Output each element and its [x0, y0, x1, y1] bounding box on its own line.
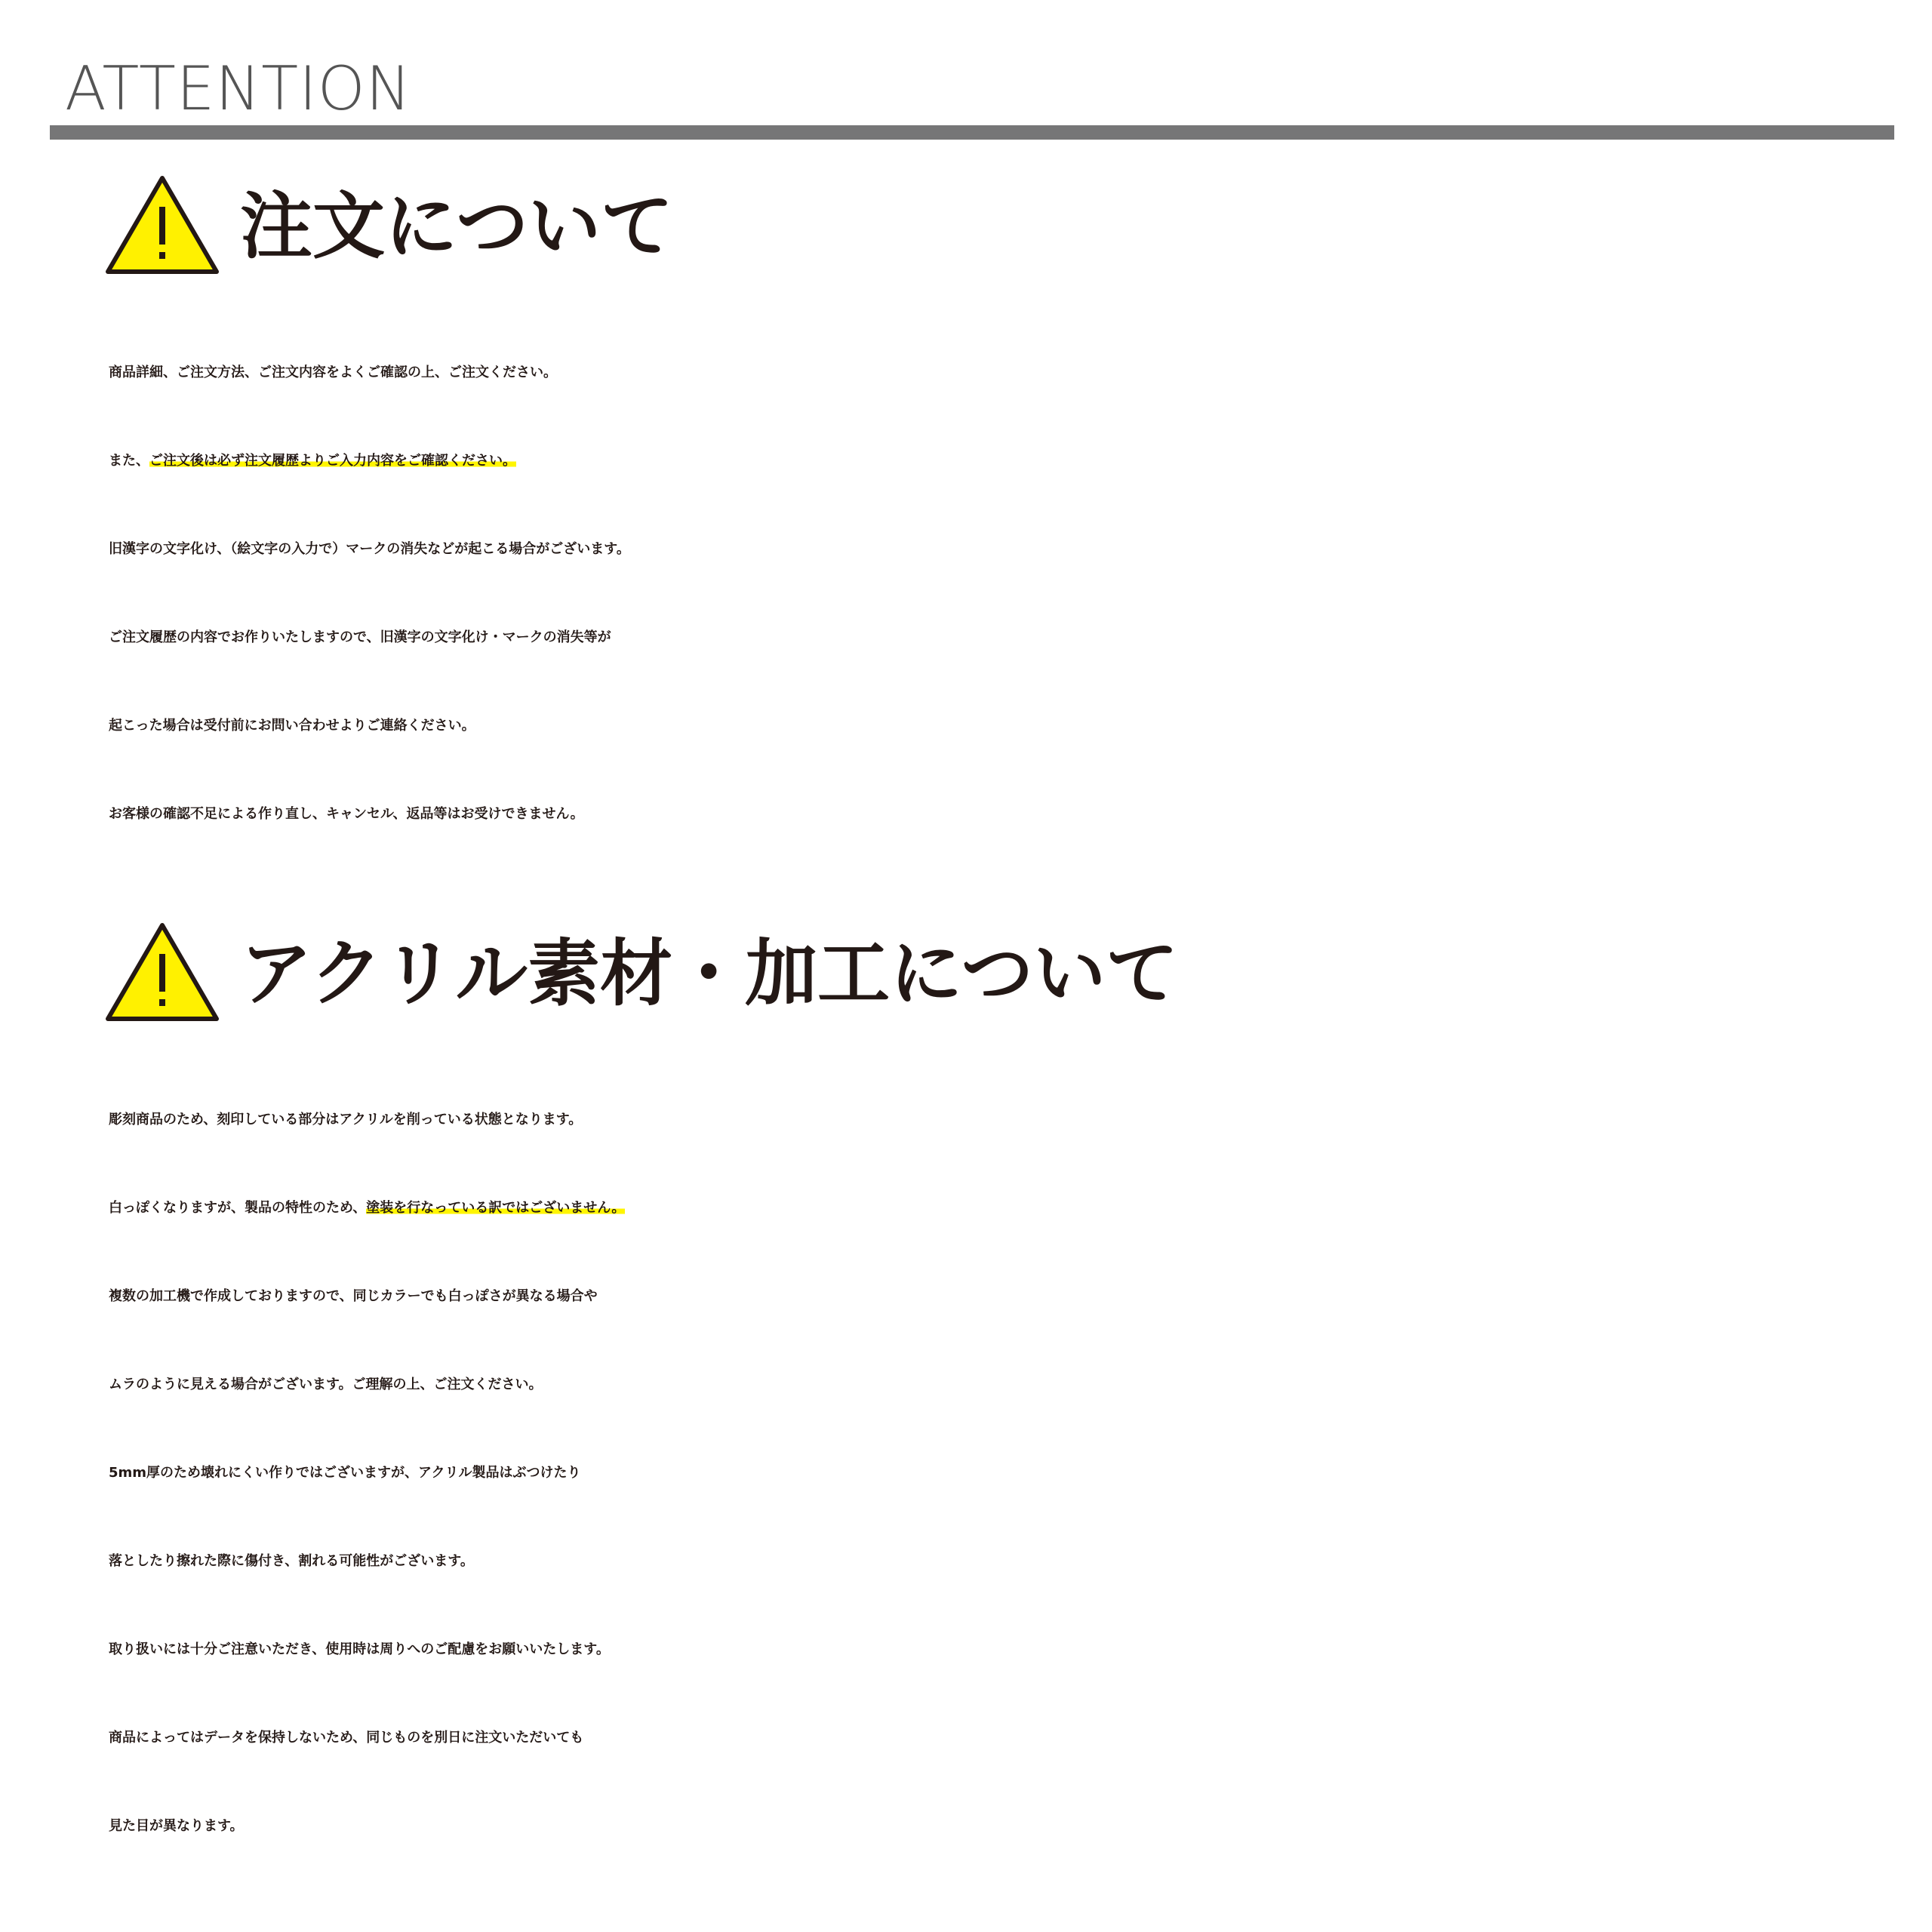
line-text: 白っぽくなりますが、製品の特性のため、: [109, 1200, 367, 1216]
line-text: 見た目が異なります。: [109, 1818, 244, 1834]
line-text: 落としたり擦れた際に傷付き、割れる可能性がございます。: [109, 1553, 474, 1569]
text-line: [109, 1252, 1920, 1340]
section-heading: [104, 174, 1840, 279]
text-line: [109, 681, 1920, 770]
text-line: [109, 505, 1920, 593]
text-line: [109, 328, 1920, 417]
text-line: [109, 770, 1920, 858]
section-title: 注文について: [240, 184, 674, 269]
line-text: お客様の確認不足による作り直し、キャンセル、返品等はお受けできません。: [109, 806, 584, 822]
text-line: [109, 1605, 1920, 1694]
line-text: 起こった場合は受付前にお問い合わせよりご連絡ください。: [109, 718, 475, 734]
notice-paragraph: [109, 1075, 1920, 1870]
page-title: ATTENTION: [65, 54, 412, 124]
section-title: アクリル素材・加工について: [240, 931, 1179, 1016]
line-text: 旧漢字の文字化け、（絵文字の入力で）マークの消失などが起こる場合がございます。: [109, 541, 630, 557]
warning-triangle-icon: [104, 174, 220, 276]
text-line: [109, 1694, 1920, 1782]
text-line: [109, 1517, 1920, 1605]
line-text: 5mm厚のため壊れにくい作りではございますが、アクリル製品はぶつけたり: [109, 1465, 581, 1481]
text-line: [109, 593, 1920, 681]
line-text: 複数の加工機で作成しておりますので、同じカラーでも白っぽさが異なる場合や: [109, 1288, 598, 1304]
line-text: 商品によってはデータを保持しないため、同じものを別日に注文いただいても: [109, 1730, 584, 1746]
notice-paragraph: [109, 328, 1920, 858]
warning-triangle-icon: [104, 921, 220, 1023]
text-line: [109, 417, 1920, 505]
header-divider: [50, 125, 1894, 140]
text-line: [109, 1340, 1920, 1429]
section-heading: [104, 921, 1840, 1026]
highlighted-text: ご注文後は必ず注文履歴よりご入力内容をご確認ください。: [149, 453, 516, 469]
line-text: ご注文履歴の内容でお作りいたしますので、旧漢字の文字化け・マークの消失等が: [109, 629, 611, 645]
highlighted-text: 塗装を行なっている訳ではございません。: [366, 1200, 626, 1216]
line-text: 彫刻商品のため、刻印している部分はアクリルを削っている状態となります。: [109, 1112, 583, 1128]
line-text: 商品詳細、ご注文方法、ご注文内容をよくご確認の上、ご注文ください。: [109, 365, 557, 380]
page-header: [0, 0, 1932, 151]
line-text: また、: [109, 453, 149, 469]
text-line: [109, 1075, 1920, 1164]
text-line: [109, 1164, 1920, 1252]
line-text: 取り扱いには十分ご注意いただき、使用時は周りへのご配慮をお願いいたします。: [109, 1641, 610, 1657]
text-line: [109, 1429, 1920, 1517]
line-text: ムラのように見える場合がございます。ご理解の上、ご注文ください。: [109, 1377, 543, 1392]
text-line: [109, 1782, 1920, 1870]
